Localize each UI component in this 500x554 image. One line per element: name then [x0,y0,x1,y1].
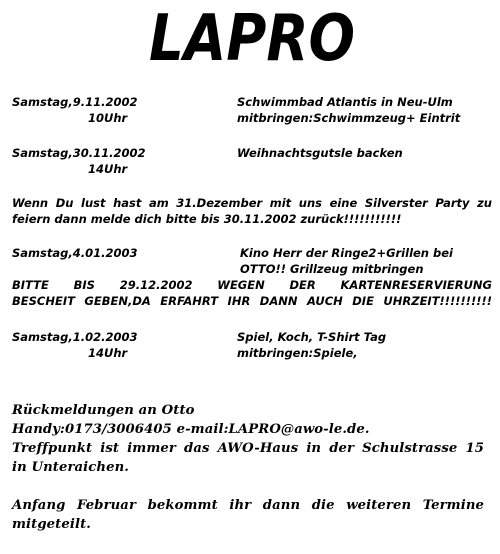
event-kino [12,245,492,309]
event-date: Samstag,9.11.2002 [12,95,138,109]
event-time: 10Uhr [88,111,128,125]
lapro-logo [145,2,360,76]
lapro-logo-text: LAPRO [149,2,355,76]
event-time: 14Uhr [88,346,128,360]
contact-line: Handy:0173/3006405 e-mail:LAPRO@awo-le.de. [12,422,370,437]
silvester-line: Wenn Du lust hast am 31.Dezember mit uns eine Silverster Party zu [12,196,492,210]
event-time: 14Uhr [88,162,128,176]
closing-section [12,496,484,534]
closing-line: mitgeteilt. [12,517,91,532]
event-weihnachtsgutsle [12,145,492,177]
contact-line: in Unteraichen. [12,460,129,475]
silvester-notice [12,195,492,227]
event-description: Spiel, Koch, T-Shirt Tag [237,330,387,344]
closing-line: Anfang Februar bekommt ihr dann die weiteren Termine [12,498,484,513]
event-spiel [12,329,492,361]
silvester-line: feiern dann melde dich bitte bis 30.11.2002 zurück!!!!!!!!!!! [12,212,402,226]
event-date: Samstag,4.01.2003 [12,246,138,260]
contact-line: Treffpunkt ist immer das AWO-Haus in der Schulstrasse 15 [12,441,484,456]
event-description: Kino Herr der Ringe2+Grillen bei [240,246,453,260]
lapro-logo-graphic [145,2,360,76]
reservation-notice: BESCHEIT GEBEN,DA ERFAHRT IHR DANN AUCH DIE UHRZEIT!!!!!!!!!! [12,294,492,308]
event-description: Schwimmbad Atlantis in Neu-Ulm [237,95,453,109]
event-schwimmbad [12,94,492,126]
contact-line: Rückmeldungen an Otto [12,403,195,418]
contact-section [12,401,484,477]
event-description: Weihnachtsgutsle backen [237,146,403,160]
event-bring-items: OTTO!! Grillzeug mitbringen [240,262,424,276]
event-bring-items: mitbringen:Schwimmzeug+ Eintrit [237,111,461,125]
event-date: Samstag,1.02.2003 [12,330,138,344]
event-date: Samstag,30.11.2002 [12,146,146,160]
event-bring-items: mitbringen:Spiele, [237,346,358,360]
reservation-notice: BITTE BIS 29.12.2002 WEGEN DER KARTENRESERVIERUNG [12,278,492,292]
